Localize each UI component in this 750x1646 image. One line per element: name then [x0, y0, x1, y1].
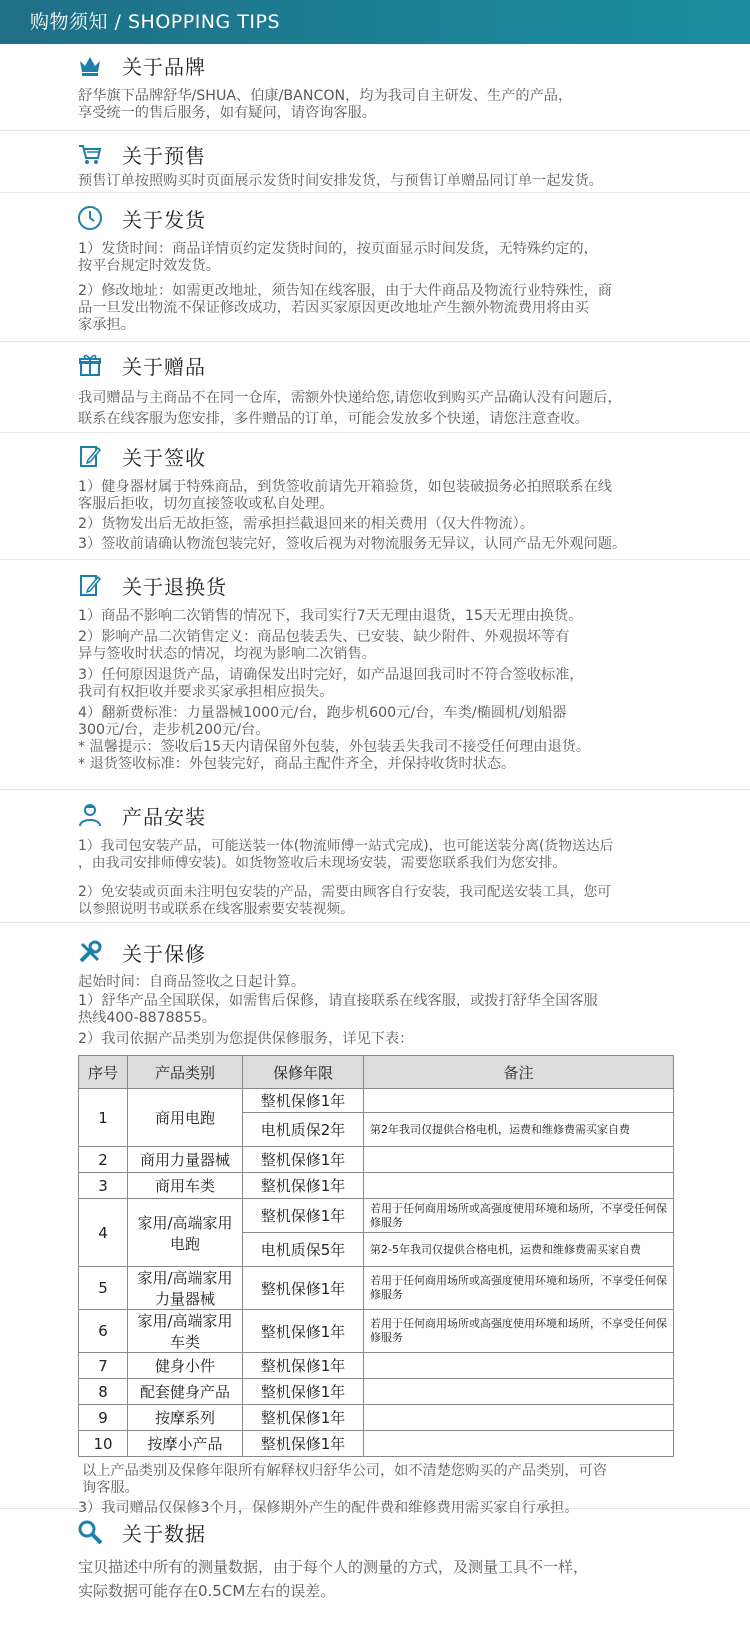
cell-period: 整机保修1年 [243, 1431, 364, 1457]
cell-period: 整机保修1年 [243, 1267, 364, 1310]
cell-no: 8 [79, 1379, 128, 1405]
section-title: 关于发货 [122, 207, 206, 232]
cell-no: 10 [79, 1431, 128, 1457]
cell-note [364, 1405, 674, 1431]
cell-category: 健身小件 [128, 1353, 243, 1379]
section-returns [0, 560, 750, 790]
technician-icon [76, 801, 104, 829]
cell-no: 5 [79, 1267, 128, 1310]
cell-no: 2 [79, 1147, 128, 1173]
cell-no: 6 [79, 1310, 128, 1353]
section-data [0, 1509, 750, 1603]
cell-no: 3 [79, 1173, 128, 1199]
section-title: 关于赠品 [122, 354, 206, 379]
cell-note [364, 1089, 674, 1113]
crown-icon [76, 51, 104, 79]
cart-icon [76, 140, 104, 168]
cell-category: 商用力量器械 [128, 1147, 243, 1173]
col-category: 产品类别 [128, 1056, 243, 1089]
warranty-line-1: 1）舒华产品全国联保，如需售后保修，请直接联系在线客服，或拨打舒华全国客服 热线400-8878855。 [78, 993, 598, 1026]
table-row [79, 1379, 674, 1405]
table-row [79, 1173, 674, 1199]
returns-line-2: 2）影响产品二次销售定义：商品包装丢失、已安装、缺少附件、外观损坏等有 异与签收时状态的情况，均视为影响二次销售。 [78, 629, 570, 662]
cell-period: 电机质保2年 [243, 1113, 364, 1147]
section-title: 关于数据 [122, 1521, 206, 1546]
cell-period: 整机保修1年 [243, 1310, 364, 1353]
section-title: 关于预售 [122, 143, 206, 168]
returns-line-4: 4）翻新费标准：力量器械1000元/台，跑步机600元/台，车类/椭圆机/划船器 300元/台，走步机200元/台。 * 温馨提示：签收后15天内请保留外包装，外包装丢失我司不接受任何理由退货。 * 退货签收标准：外包装完好，商品主配件齐全，并保持收货时状态。 [78, 705, 591, 772]
table-row [79, 1405, 674, 1431]
install-text-2: 2）免安装或页面未注明包安装的产品，需要由顾客自行安装，我司配送安装工具，您可 以参照说明书或联系在线客服索要安装视频。 [78, 884, 612, 917]
cell-period: 整机保修1年 [243, 1199, 364, 1233]
section-presale [0, 131, 750, 193]
table-header-row [79, 1056, 674, 1089]
warranty-after-1: 以上产品类别及保修年限所有解释权归舒华公司，如不清楚您购买的产品类别，可咨 询客服。 [82, 1463, 607, 1496]
table-row [79, 1267, 674, 1310]
presale-text: 预售订单按照购买时页面展示发货时间安排发货，与预售订单赠品同订单一起发货。 [78, 173, 603, 189]
signing-text: 1）健身器材属于特殊商品，到货签收前请先开箱验货，如包装破损务必拍照联系在线 客服后拒收，切勿直接签收或私自处理。 2）货物发出后无故拒签，需承担拦截退回来的相关费用（仅大件物流）。 3）签收前请确认物流包装完好，签收后视为对物流服务无异议，认同产品无外观问题。 [78, 479, 627, 552]
gifts-text: 我司赠品与主商品不在同一仓库，需额外快递给您,请您收到购买产品确认没有问题后， 联系在线客服为您安排，多件赠品的订单，可能会发放多个快递，请您注意查收。 [78, 390, 622, 427]
section-warranty [0, 923, 750, 1516]
gift-icon [76, 351, 104, 379]
section-title: 关于保修 [122, 941, 206, 966]
table-row [79, 1199, 674, 1233]
warranty-line-2: 2）我司依据产品类别为您提供保修服务，详见下表： [78, 1031, 414, 1047]
section-shipping [0, 193, 750, 342]
table-row [79, 1353, 674, 1379]
returns-line-1: 1）商品不影响二次销售的情况下，我司实行7天无理由退货，15天无理由换货。 [78, 608, 583, 624]
cell-note [364, 1353, 674, 1379]
cell-note [364, 1147, 674, 1173]
tools-icon [76, 938, 104, 966]
clipboard-pen-icon [76, 442, 104, 470]
section-brand [0, 44, 750, 131]
cell-note [364, 1431, 674, 1457]
cell-note: 若用于任何商用场所或高强度使用环境和场所，不享受任何保修服务 [364, 1267, 674, 1310]
warranty-start-text: 起始时间：自商品签收之日起计算。 [78, 974, 306, 990]
cell-no: 7 [79, 1353, 128, 1379]
cell-note: 若用于任何商用场所或高强度使用环境和场所，不享受任何保修服务 [364, 1310, 674, 1353]
section-signing [0, 433, 750, 560]
cell-note [364, 1379, 674, 1405]
cell-category: 按摩系列 [128, 1405, 243, 1431]
cell-note [364, 1173, 674, 1199]
cell-note: 第2-5年我司仅提供合格电机，运费和维修费需买家自费 [364, 1233, 674, 1267]
cell-period: 整机保修1年 [243, 1405, 364, 1431]
col-note: 备注 [364, 1056, 674, 1089]
cell-category: 家用/高端家用力量器械 [128, 1267, 243, 1310]
page-title: 购物须知 / SHOPPING TIPS [30, 11, 281, 33]
clipboard-pen-icon [76, 571, 104, 599]
cell-period: 整机保修1年 [243, 1353, 364, 1379]
table-row [79, 1147, 674, 1173]
table-row [79, 1089, 674, 1113]
page-header [0, 0, 750, 44]
cell-no: 9 [79, 1405, 128, 1431]
section-title: 产品安装 [122, 804, 206, 829]
cell-category: 商用车类 [128, 1173, 243, 1199]
cell-period: 整机保修1年 [243, 1147, 364, 1173]
table-row [79, 1431, 674, 1457]
table-body [79, 1089, 674, 1457]
cell-note: 第2年我司仅提供合格电机，运费和维修费需买家自费 [364, 1113, 674, 1147]
install-text-1: 1）我司包安装产品，可能送装一体(物流师傅一站式完成)，也可能送装分离(货物送达后 ，由我司安排师傅安装)。如货物签收后未现场安装，需要您联系我们为您安排。 [78, 838, 614, 871]
cell-period: 整机保修1年 [243, 1379, 364, 1405]
cell-category: 家用/高端家用电跑 [128, 1199, 243, 1267]
col-no: 序号 [79, 1056, 128, 1089]
table-row [79, 1310, 674, 1353]
data-text: 宝贝描述中所有的测量数据，由于每个人的测量的方式，及测量工具不一样， 实际数据可能存在0.5CM左右的误差。 [78, 1558, 589, 1600]
col-period: 保修年限 [243, 1056, 364, 1089]
section-title: 关于签收 [122, 445, 206, 470]
cell-no: 1 [79, 1089, 128, 1147]
search-icon [76, 1518, 104, 1546]
warranty-table [78, 1055, 674, 1457]
shipping-time-text: 1）发货时间：商品详情页约定发货时间的，按页面显示时间发货，无特殊约定的， 按平台规定时效发货。 [78, 241, 598, 274]
cell-no: 4 [79, 1199, 128, 1267]
cell-category: 家用/高端家用车类 [128, 1310, 243, 1353]
cell-category: 商用电跑 [128, 1089, 243, 1147]
brand-text: 舒华旗下品牌舒华/SHUA、伯康/BANCON，均为我司自主研发、生产的产品， 享受统一的售后服务，如有疑问，请咨询客服。 [78, 88, 573, 121]
section-install [0, 790, 750, 923]
cell-note: 若用于任何商用场所或高强度使用环境和场所，不享受任何保修服务 [364, 1199, 674, 1233]
cell-period: 整机保修1年 [243, 1089, 364, 1113]
clock-icon [76, 204, 104, 232]
cell-period: 电机质保5年 [243, 1233, 364, 1267]
section-title: 关于退换货 [122, 574, 227, 599]
cell-category: 按摩小产品 [128, 1431, 243, 1457]
section-title: 关于品牌 [122, 54, 206, 79]
cell-period: 整机保修1年 [243, 1173, 364, 1199]
warranty-after-2: 3）我司赠品仅保修3个月，保修期外产生的配件费和维修费用需买家自行承担。 [78, 1500, 579, 1516]
section-gifts [0, 342, 750, 433]
returns-line-3: 3）任何原因退货产品，请确保发出时完好，如产品退回我司时不符合签收标准， 我司有权拒收并要求买家承担相应损失。 [78, 667, 584, 700]
shipping-address-text: 2）修改地址：如需更改地址，须告知在线客服，由于大件商品及物流行业特殊性，商 品一旦发出物流不保证修改成功，若因买家原因更改地址产生额外物流费用将由买 家承担。 [78, 283, 612, 333]
cell-category: 配套健身产品 [128, 1379, 243, 1405]
